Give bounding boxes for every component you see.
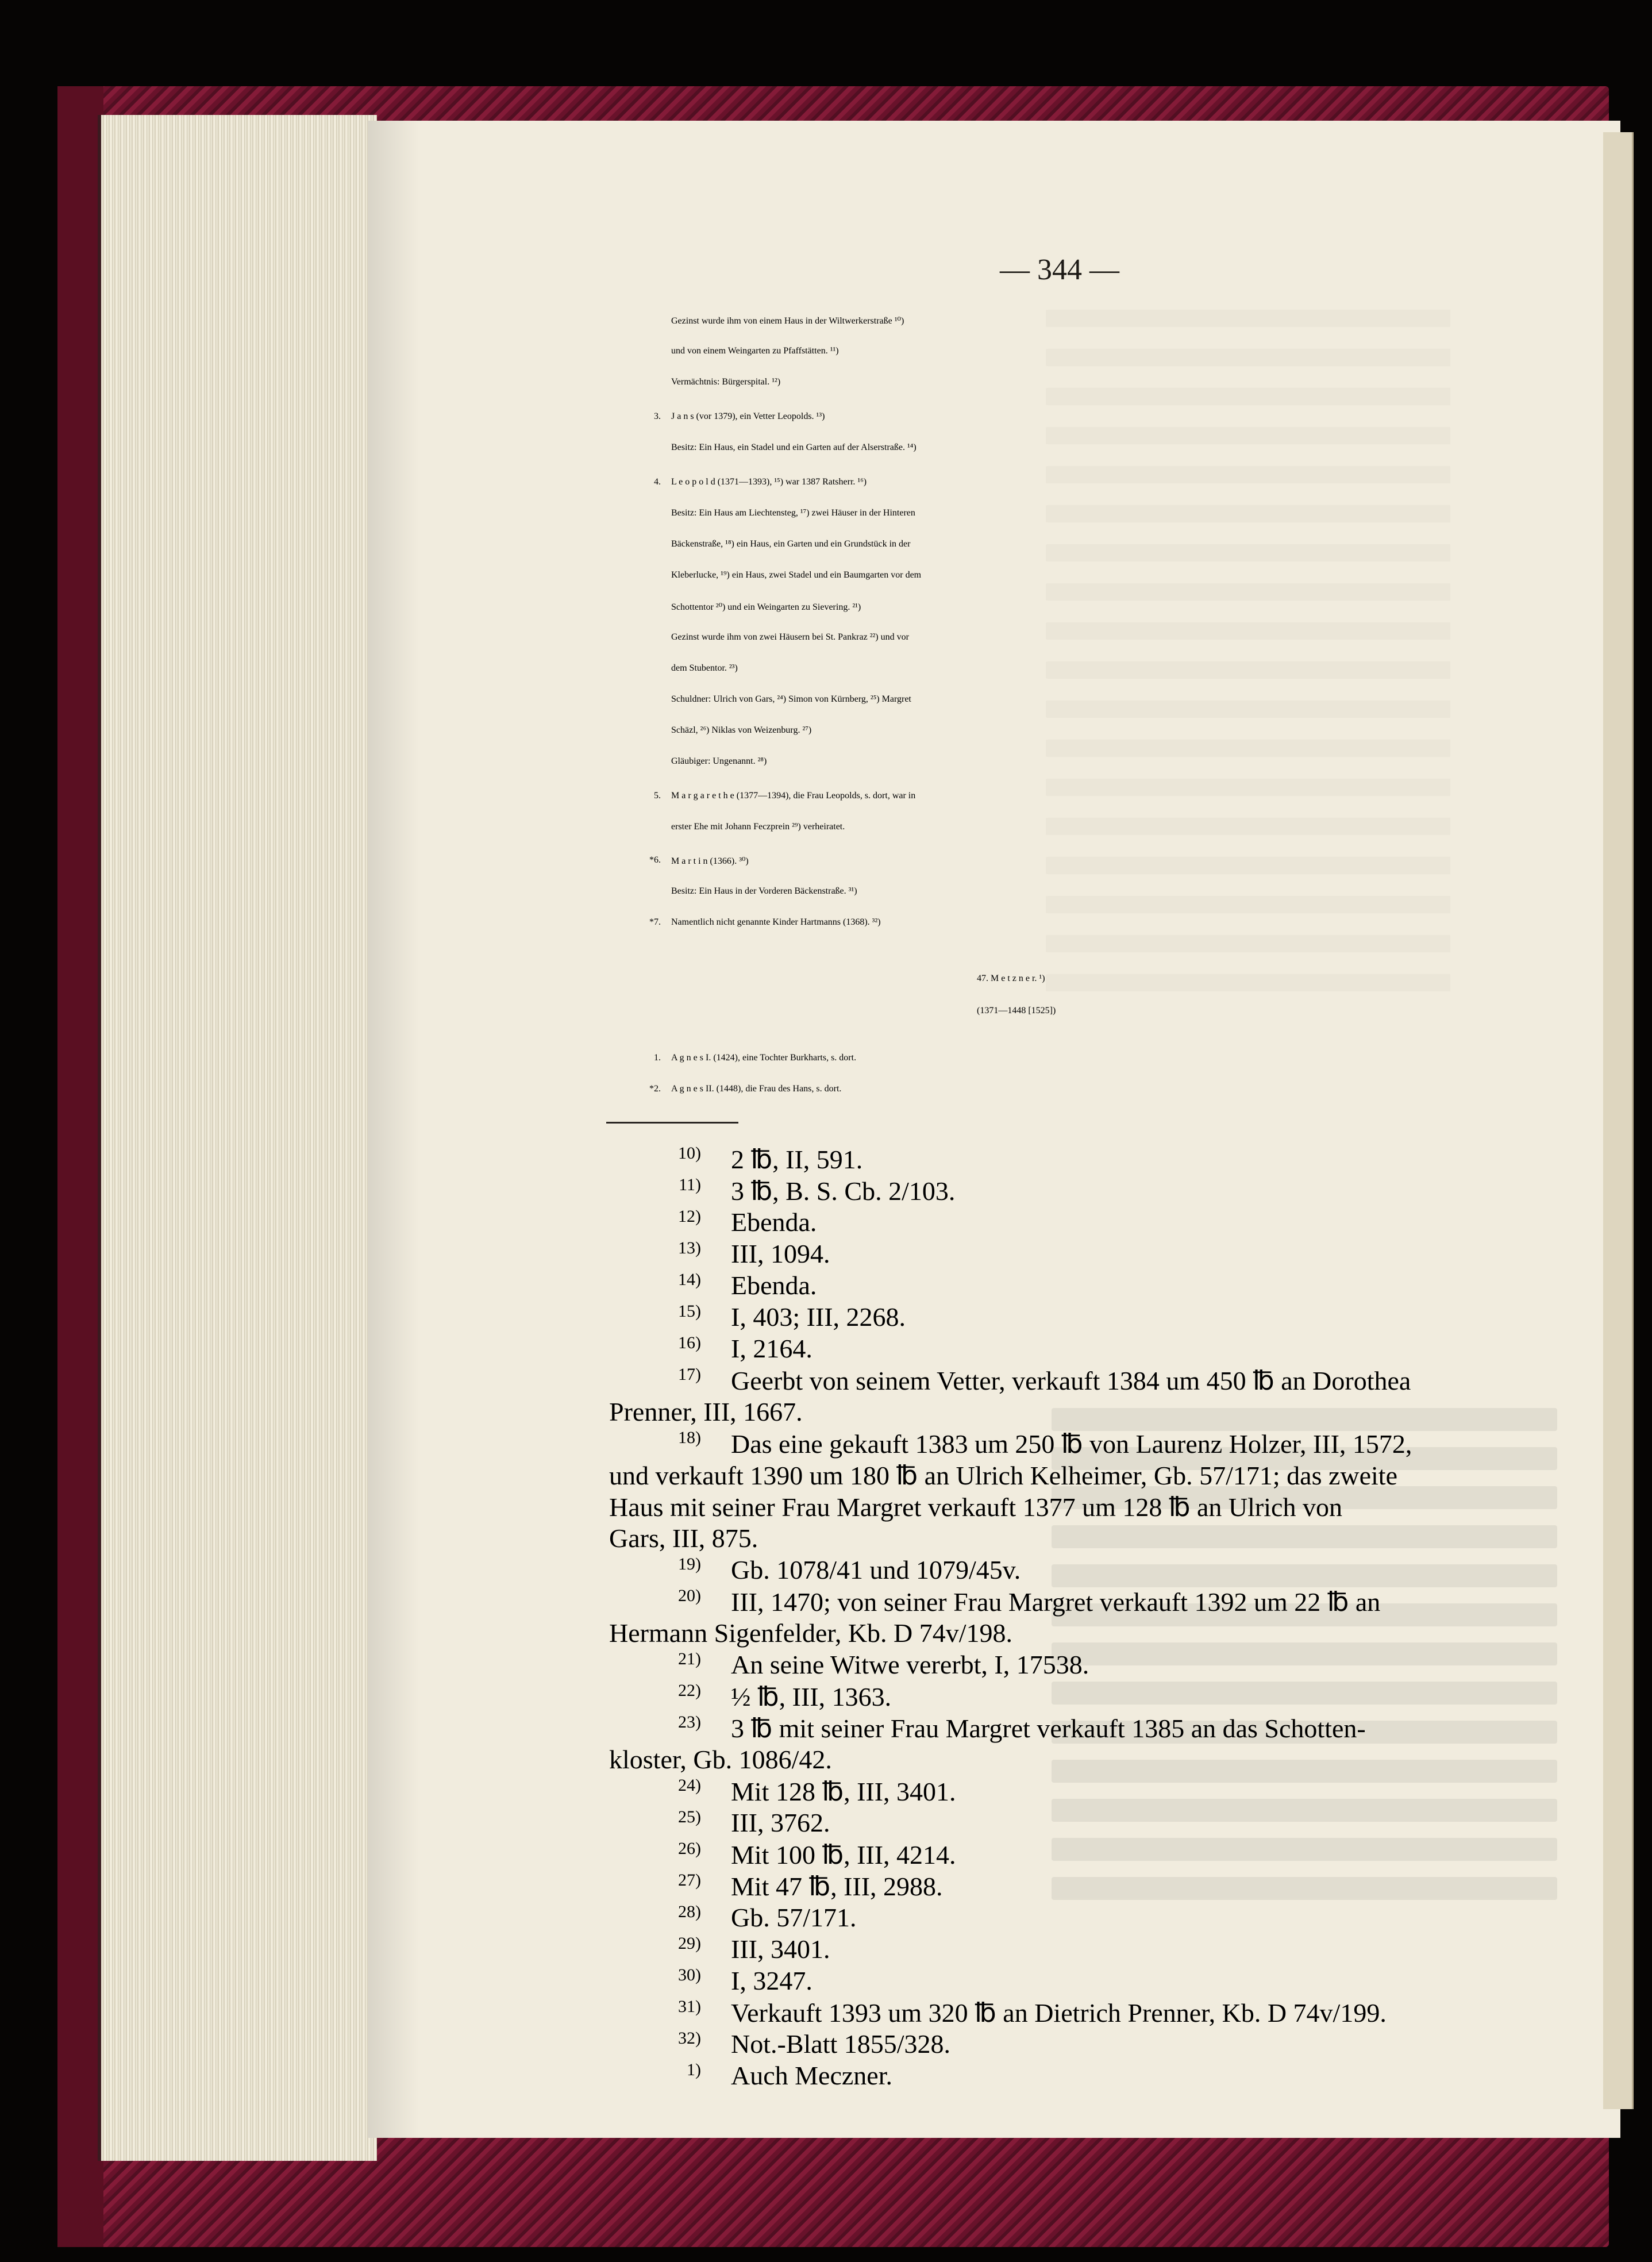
footnote-mark: 14) xyxy=(678,1270,701,1289)
footnote-text: Ebenda. xyxy=(731,1207,817,1237)
page-number: — 344 — xyxy=(1000,253,1119,286)
footnote-text: Hermann Sigenfelder, Kb. D 74v/198. xyxy=(609,1618,1013,1648)
body-line: A g n e s II. (1448), die Frau des Hans, s. dort. xyxy=(671,1084,842,1094)
footnote-rule xyxy=(606,1122,738,1124)
footnote-text: Prenner, III, 1667. xyxy=(609,1397,803,1426)
footnote-text: Gb. 57/171. xyxy=(731,1903,857,1932)
footnote-mark: 22) xyxy=(678,1681,701,1700)
footnote-text: Auch Meczner. xyxy=(731,2061,892,2090)
footnote-text: Mit 100 ℔, III, 4214. xyxy=(731,1840,956,1869)
footnote-mark: 21) xyxy=(678,1649,701,1668)
footnote-mark: 16) xyxy=(678,1333,701,1352)
footnote-text: Not.-Blatt 1855/328. xyxy=(731,2029,951,2059)
footnote-text: I, 403; III, 2268. xyxy=(731,1302,906,1332)
footnote-text: ½ ℔, III, 1363. xyxy=(731,1682,892,1711)
bleed-through-text xyxy=(1046,299,1551,1023)
body-line: L e o p o l d (1371—1393), ¹⁵) war 1387 Ratsherr. ¹⁶) xyxy=(671,477,867,487)
footnote-text: Geerbt von seinem Vetter, verkauft 1384 um 450 ℔ an Dorothea xyxy=(731,1366,1411,1395)
body-line: Gläubiger: Ungenannt. ²⁸) xyxy=(671,756,767,766)
entry-number: *7. xyxy=(649,917,661,927)
footnote-mark: 17) xyxy=(678,1365,701,1384)
footnote-text: 3 ℔ mit seiner Frau Margret verkauft 1385 an das Schotten- xyxy=(731,1714,1366,1743)
body-line: Schäzl, ²⁶) Niklas von Weizenburg. ²⁷) xyxy=(671,725,812,735)
footnote-mark: 12) xyxy=(678,1207,701,1226)
body-line: Besitz: Ein Haus in der Vorderen Bäckenstraße. ³¹) xyxy=(671,886,857,896)
page-block-edges xyxy=(98,115,377,2161)
footnote-mark: 29) xyxy=(678,1934,701,1953)
footnote-text: 3 ℔, B. S. Cb. 2/103. xyxy=(731,1176,956,1206)
section-dates: (1371—1448 [1525]) xyxy=(977,1006,1056,1015)
footnote-mark: 31) xyxy=(678,1997,701,2016)
body-line: und von einem Weingarten zu Pfaffstätten. ¹¹) xyxy=(671,346,839,356)
body-line: dem Stubentor. ²³) xyxy=(671,663,738,673)
body-line: erster Ehe mit Johann Feczprein ²⁹) verheiratet. xyxy=(671,822,845,832)
footnote-text: An seine Witwe vererbt, I, 17538. xyxy=(731,1650,1089,1679)
footnote-mark: 27) xyxy=(678,1871,701,1890)
body-line: M a r t i n (1366). ³⁰) xyxy=(671,856,749,866)
body-line: Schottentor ²⁰) und ein Weingarten zu Sievering. ²¹) xyxy=(671,602,861,612)
body-line: Vermächtnis: Bürgerspital. ¹²) xyxy=(671,377,781,387)
body-line: Schuldner: Ulrich von Gars, ²⁴) Simon von Kürnberg, ²⁵) Margret xyxy=(671,694,911,704)
footnote-text: Das eine gekauft 1383 um 250 ℔ von Laurenz Holzer, III, 1572, xyxy=(731,1429,1412,1459)
footnote-text: Mit 47 ℔, III, 2988. xyxy=(731,1872,943,1901)
footnote-text: Verkauft 1393 um 320 ℔ an Dietrich Prenner, Kb. D 74v/199. xyxy=(731,1998,1387,2028)
entry-number: 4. xyxy=(654,477,661,487)
book-spine-edge xyxy=(57,86,103,2247)
footnote-text: 2 ℔, II, 591. xyxy=(731,1145,863,1174)
footnote-mark: 20) xyxy=(678,1586,701,1605)
footnote-mark: 32) xyxy=(678,2029,701,2048)
entry-number: *6. xyxy=(649,855,661,865)
body-line: Gezinst wurde ihm von einem Haus in der Wiltwerkerstraße ¹⁰) xyxy=(671,316,904,326)
footnote-text: Ebenda. xyxy=(731,1271,817,1300)
footnote-mark: 24) xyxy=(678,1776,701,1795)
footnote-mark: 10) xyxy=(678,1144,701,1163)
footnote-text: I, 3247. xyxy=(731,1966,812,1995)
footnote-text: III, 1470; von seiner Frau Margret verkauft 1392 um 22 ℔ an xyxy=(731,1587,1381,1617)
footnote-text: Gars, III, 875. xyxy=(609,1524,758,1553)
body-line: Kleberlucke, ¹⁹) ein Haus, zwei Stadel und ein Baumgarten vor dem xyxy=(671,570,922,580)
body-line: M a r g a r e t h e (1377—1394), die Frau Leopolds, s. dort, war in xyxy=(671,791,916,801)
footnote-text: III, 3762. xyxy=(731,1808,830,1837)
section-title: 47. M e t z n e r. ¹) xyxy=(977,974,1045,983)
footnote-mark: 23) xyxy=(678,1713,701,1732)
footnote-mark: 28) xyxy=(678,1902,701,1921)
footnote-text: I, 2164. xyxy=(731,1334,812,1363)
body-line: A g n e s I. (1424), eine Tochter Burkharts, s. dort. xyxy=(671,1053,857,1063)
footnote-text: III, 1094. xyxy=(731,1239,830,1268)
footnote-text: III, 3401. xyxy=(731,1934,830,1964)
entry-number: 5. xyxy=(654,791,661,801)
body-line: Besitz: Ein Haus, ein Stadel und ein Garten auf der Alserstraße. ¹⁴) xyxy=(671,443,917,452)
footnote-mark: 30) xyxy=(678,1965,701,1984)
footnote-mark: 13) xyxy=(678,1238,701,1257)
body-line: Gezinst wurde ihm von zwei Häusern bei St. Pankraz ²²) und vor xyxy=(671,632,909,642)
footnote-text: kloster, Gb. 1086/42. xyxy=(609,1745,832,1774)
footnote-text: Gb. 1078/41 und 1079/45v. xyxy=(731,1555,1021,1584)
page-right-edge xyxy=(1603,132,1634,2109)
entry-number: 3. xyxy=(654,411,661,421)
footnote-mark: 19) xyxy=(678,1555,701,1574)
entry-number: *2. xyxy=(649,1084,661,1094)
footnote-text: und verkauft 1390 um 180 ℔ an Ulrich Kelheimer, Gb. 57/171; das zweite xyxy=(609,1461,1398,1490)
footnote-mark: 1) xyxy=(687,2060,701,2079)
footnote-mark: 18) xyxy=(678,1428,701,1447)
footnote-mark: 25) xyxy=(678,1807,701,1826)
body-line: Besitz: Ein Haus am Liechtensteg, ¹⁷) zwei Häuser in der Hinteren xyxy=(671,508,915,518)
footnote-mark: 15) xyxy=(678,1302,701,1321)
entry-number: 1. xyxy=(654,1053,661,1063)
footnote-text: Haus mit seiner Frau Margret verkauft 1377 um 128 ℔ an Ulrich von xyxy=(609,1492,1342,1522)
body-line: J a n s (vor 1379), ein Vetter Leopolds. ¹³) xyxy=(671,411,825,421)
body-line: Bäckenstraße, ¹⁸) ein Haus, ein Garten und ein Grundstück in der xyxy=(671,539,911,549)
footnote-text: Mit 128 ℔, III, 3401. xyxy=(731,1777,956,1806)
footnote-mark: 26) xyxy=(678,1839,701,1858)
footnote-mark: 11) xyxy=(679,1175,701,1194)
body-line: Namentlich nicht genannte Kinder Hartmanns (1368). ³²) xyxy=(671,917,881,927)
